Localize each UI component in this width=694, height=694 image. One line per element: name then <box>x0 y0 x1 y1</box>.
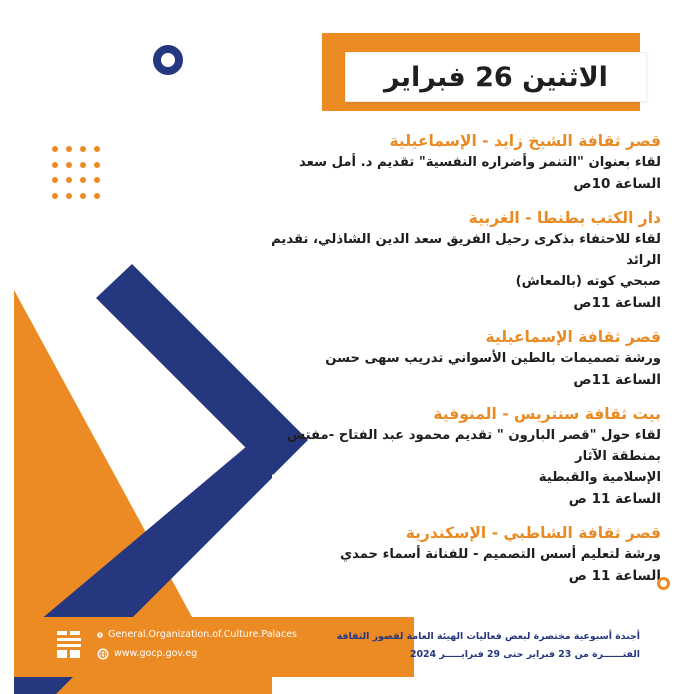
ring-icon <box>153 45 183 75</box>
event-venue: قصر ثقافة الشاطبي - الإسكندرية <box>405 524 661 542</box>
dot <box>52 177 58 183</box>
event-time: الساعة 11 ص <box>568 491 661 507</box>
event-item <box>261 130 661 195</box>
logo-icon <box>54 627 84 661</box>
event-description: لقاء للاحتفاء بذكرى رحيل الفريق سعد الدين الشاذلي، تقديم الرائد <box>271 232 661 268</box>
dot <box>94 146 100 152</box>
footer-note <box>336 628 640 664</box>
event-time: الساعة 11ص <box>573 295 661 311</box>
dot <box>66 162 72 168</box>
event-venue: بيت ثقافة سنتريس - المنوفية <box>433 405 661 423</box>
website-row[interactable] <box>97 644 297 663</box>
dot <box>52 193 58 199</box>
dot <box>80 146 86 152</box>
event-time: الساعة 11 ص <box>568 568 661 584</box>
event-item <box>261 403 661 510</box>
dot <box>66 193 72 199</box>
dot <box>66 177 72 183</box>
event-time: الساعة 11ص <box>573 372 661 388</box>
dot-grid-icon <box>52 146 108 208</box>
event-venue: دار الكتب بطنطا - الغربية <box>468 209 661 227</box>
event-description: لقاء حول "قصر البارون " تقديم محمود عبد الفتاح -مفتش بمنطقة الآثار <box>287 428 661 464</box>
website-link[interactable]: www.gocp.gov.eg <box>114 648 198 659</box>
small-ring-icon <box>657 577 670 590</box>
event-description: ورشة تصميمات بالطين الأسواني تدريب سهى حسن <box>325 351 661 366</box>
event-description: صبحي كوته (بالمعاش) <box>515 274 661 289</box>
event-item <box>261 207 661 314</box>
dot <box>80 162 86 168</box>
dot <box>52 146 58 152</box>
dot <box>52 162 58 168</box>
dot <box>94 162 100 168</box>
event-description: ورشة لتعليم أسس التصميم - للفنانة أسماء حمدي <box>340 547 661 562</box>
footer-note-line: الفتــــــرة من 23 فبراير حتى 29 فبرايـــــر 2024 <box>409 649 640 660</box>
dot <box>94 177 100 183</box>
event-item <box>261 326 661 391</box>
page-title: الاثنين 26 فبراير <box>384 61 608 93</box>
event-venue: قصر ثقافة الإسماعيلية <box>485 328 661 346</box>
event-description: لقاء بعنوان "التنمر وأضراره النفسية" تقديم د. أمل سعد <box>298 155 661 170</box>
facebook-link[interactable]: General.Organization.of.Culture.Palaces <box>108 629 297 640</box>
events-list <box>261 130 661 599</box>
dot <box>66 146 72 152</box>
dot <box>94 193 100 199</box>
event-description: الإسلامية والقبطية <box>538 470 661 485</box>
globe-icon <box>97 648 109 660</box>
header-title-box <box>345 52 647 102</box>
dot <box>80 177 86 183</box>
footer-note-line: أجندة أسبوعية مختصرة لبعض فعاليات الهيئة العامة لقصور الثقافة <box>336 631 640 642</box>
footer-contacts <box>97 625 297 663</box>
dot <box>80 193 86 199</box>
event-venue: قصر ثقافة الشيخ زايد - الإسماعيلية <box>389 132 661 150</box>
facebook-row[interactable] <box>97 625 297 644</box>
event-time: الساعة 10ص <box>573 176 661 192</box>
facebook-icon <box>97 629 103 641</box>
event-item <box>261 522 661 587</box>
